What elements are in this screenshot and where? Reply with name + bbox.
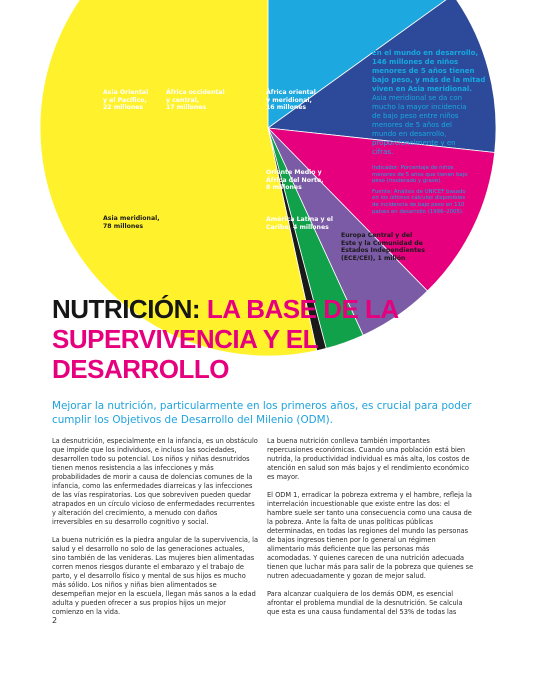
sidebar-source: Fuente: Análisis de UNICEF basado en los últimos cálculos disponibles de incidencia de bajo peso en 110 países en desarrollo (1996–2005).	[372, 188, 466, 215]
right-paragraph-2: El ODM 1, erradicar la pobreza extrema y el hambre, refleja la interrelación incuestionable que existe entre las dos: el hambre suele ser tanto una consecuencia como una causa de la pobreza. Ante la falta de unas políticas públicas determinadas, en todas las regiones del mundo las personas de bajos ingresos tienen por lo general un régimen alimentario más deficiente que las personas más acomodadas. Y quienes carecen de una nutrición adecuada tienen que luchar más para salir de la pobreza que quienes se nutren adecuadamente y gozan de mejor salud.	[267, 491, 474, 580]
left-column	[52, 437, 264, 626]
page-subtitle: Mejorar la nutrición, particularmente en los primeros años, es crucial para poder cumplir los Objetivos de Desarrollo del Milenio (ODM).	[52, 400, 472, 426]
sidebar-body: Asia meridional se da con mucho la mayor incidencia de bajo peso entre niños menores de 5 años del mundo en desarrollo, proporcionalmente y en cifras.	[372, 94, 467, 156]
page-title	[52, 294, 492, 384]
sidebar-note	[372, 49, 520, 215]
label-cee: Europa Central y del Este y la Comunidad de Estados Independientes (ECE/CEI), 1 millón	[341, 232, 425, 262]
right-paragraph-3: Para alcanzar cualquiera de los demás ODM, es esencial afrontar el problema mundial de la desnutrición. Se calcula que esta es una causa fundamental del 53% de todas las	[267, 590, 463, 616]
sidebar-highlight: En el mundo en desarrollo, 146 millones de niños menores de 5 años tienen bajo peso, y más de la mitad viven en Asia meridional.	[372, 49, 486, 93]
sidebar-main-note	[372, 49, 520, 157]
label-latam: América Latina y el Caribe, 4 millones	[266, 216, 334, 231]
right-column	[267, 437, 489, 626]
left-paragraph-2: La buena nutrición es la piedra angular de la supervivencia, la salud y el desarrollo no solo de las generaciones actuales, sino también de las venideras. Las mujeres bien alimentadas corren menos riesgos durante el embarazo y el trabajo de parto, y el desarrollo físico y mental de sus hijos es mucho más sólido. Los niños y niñas bien alimentados se desempeñan mejor en la escuela, llegan más sanos a la edad adulta y pueden ofrecer a sus propios hijos un mejor comienzo en la vida.	[52, 536, 259, 616]
right-paragraph-1: La buena nutrición conlleva también importantes repercusiones económicas. Cuando una población está bien nutrida, la productividad individual es más alta, los costos de atención en salud son más bajos y el rendimiento económico es mayor.	[267, 437, 470, 481]
title-part-2: LA BASE DE LA SUPERVIVENCIA Y EL DESARROLLO	[52, 294, 398, 384]
left-paragraph-1: La desnutrición, especialmente en la infancia, es un obstáculo que impide que los individuos, e incluso las sociedades, desarrollen todo su potencial. Los niños y niñas desnutridos tienen menos resistencia a las infecciones y más probabilidades de morir a causa de dolencias comunes de la infancia, como las enfermedades diarreicas y las infecciones de las vías respiratorias. Los que sobreviven pueden quedar atrapados en un círculo vicioso de enfermedades recurrentes y alteración del crecimiento, a menudo con daños irreversibles en su desarrollo cognitivo y social.	[52, 437, 258, 526]
page-number: 2	[52, 616, 58, 625]
label-middle-east: Oriente Medio y África del Norte, 8 millones	[266, 169, 324, 192]
title-part-1: NUTRICIÓN:	[52, 294, 201, 324]
sidebar-indicator: Indicador: Porcentaje de niños menores de 5 años que tienen bajo peso (moderado y grave).	[372, 165, 468, 185]
label-south-asia: Asia meridional, 78 millones	[103, 215, 160, 230]
label-east-africa: África oriental y meridional, 16 millones	[266, 89, 316, 112]
label-west-africa: África occidental y central, 17 millones	[166, 89, 225, 112]
label-east-asia: Asia Oriental y el Pacífico, 22 millones	[103, 89, 149, 112]
